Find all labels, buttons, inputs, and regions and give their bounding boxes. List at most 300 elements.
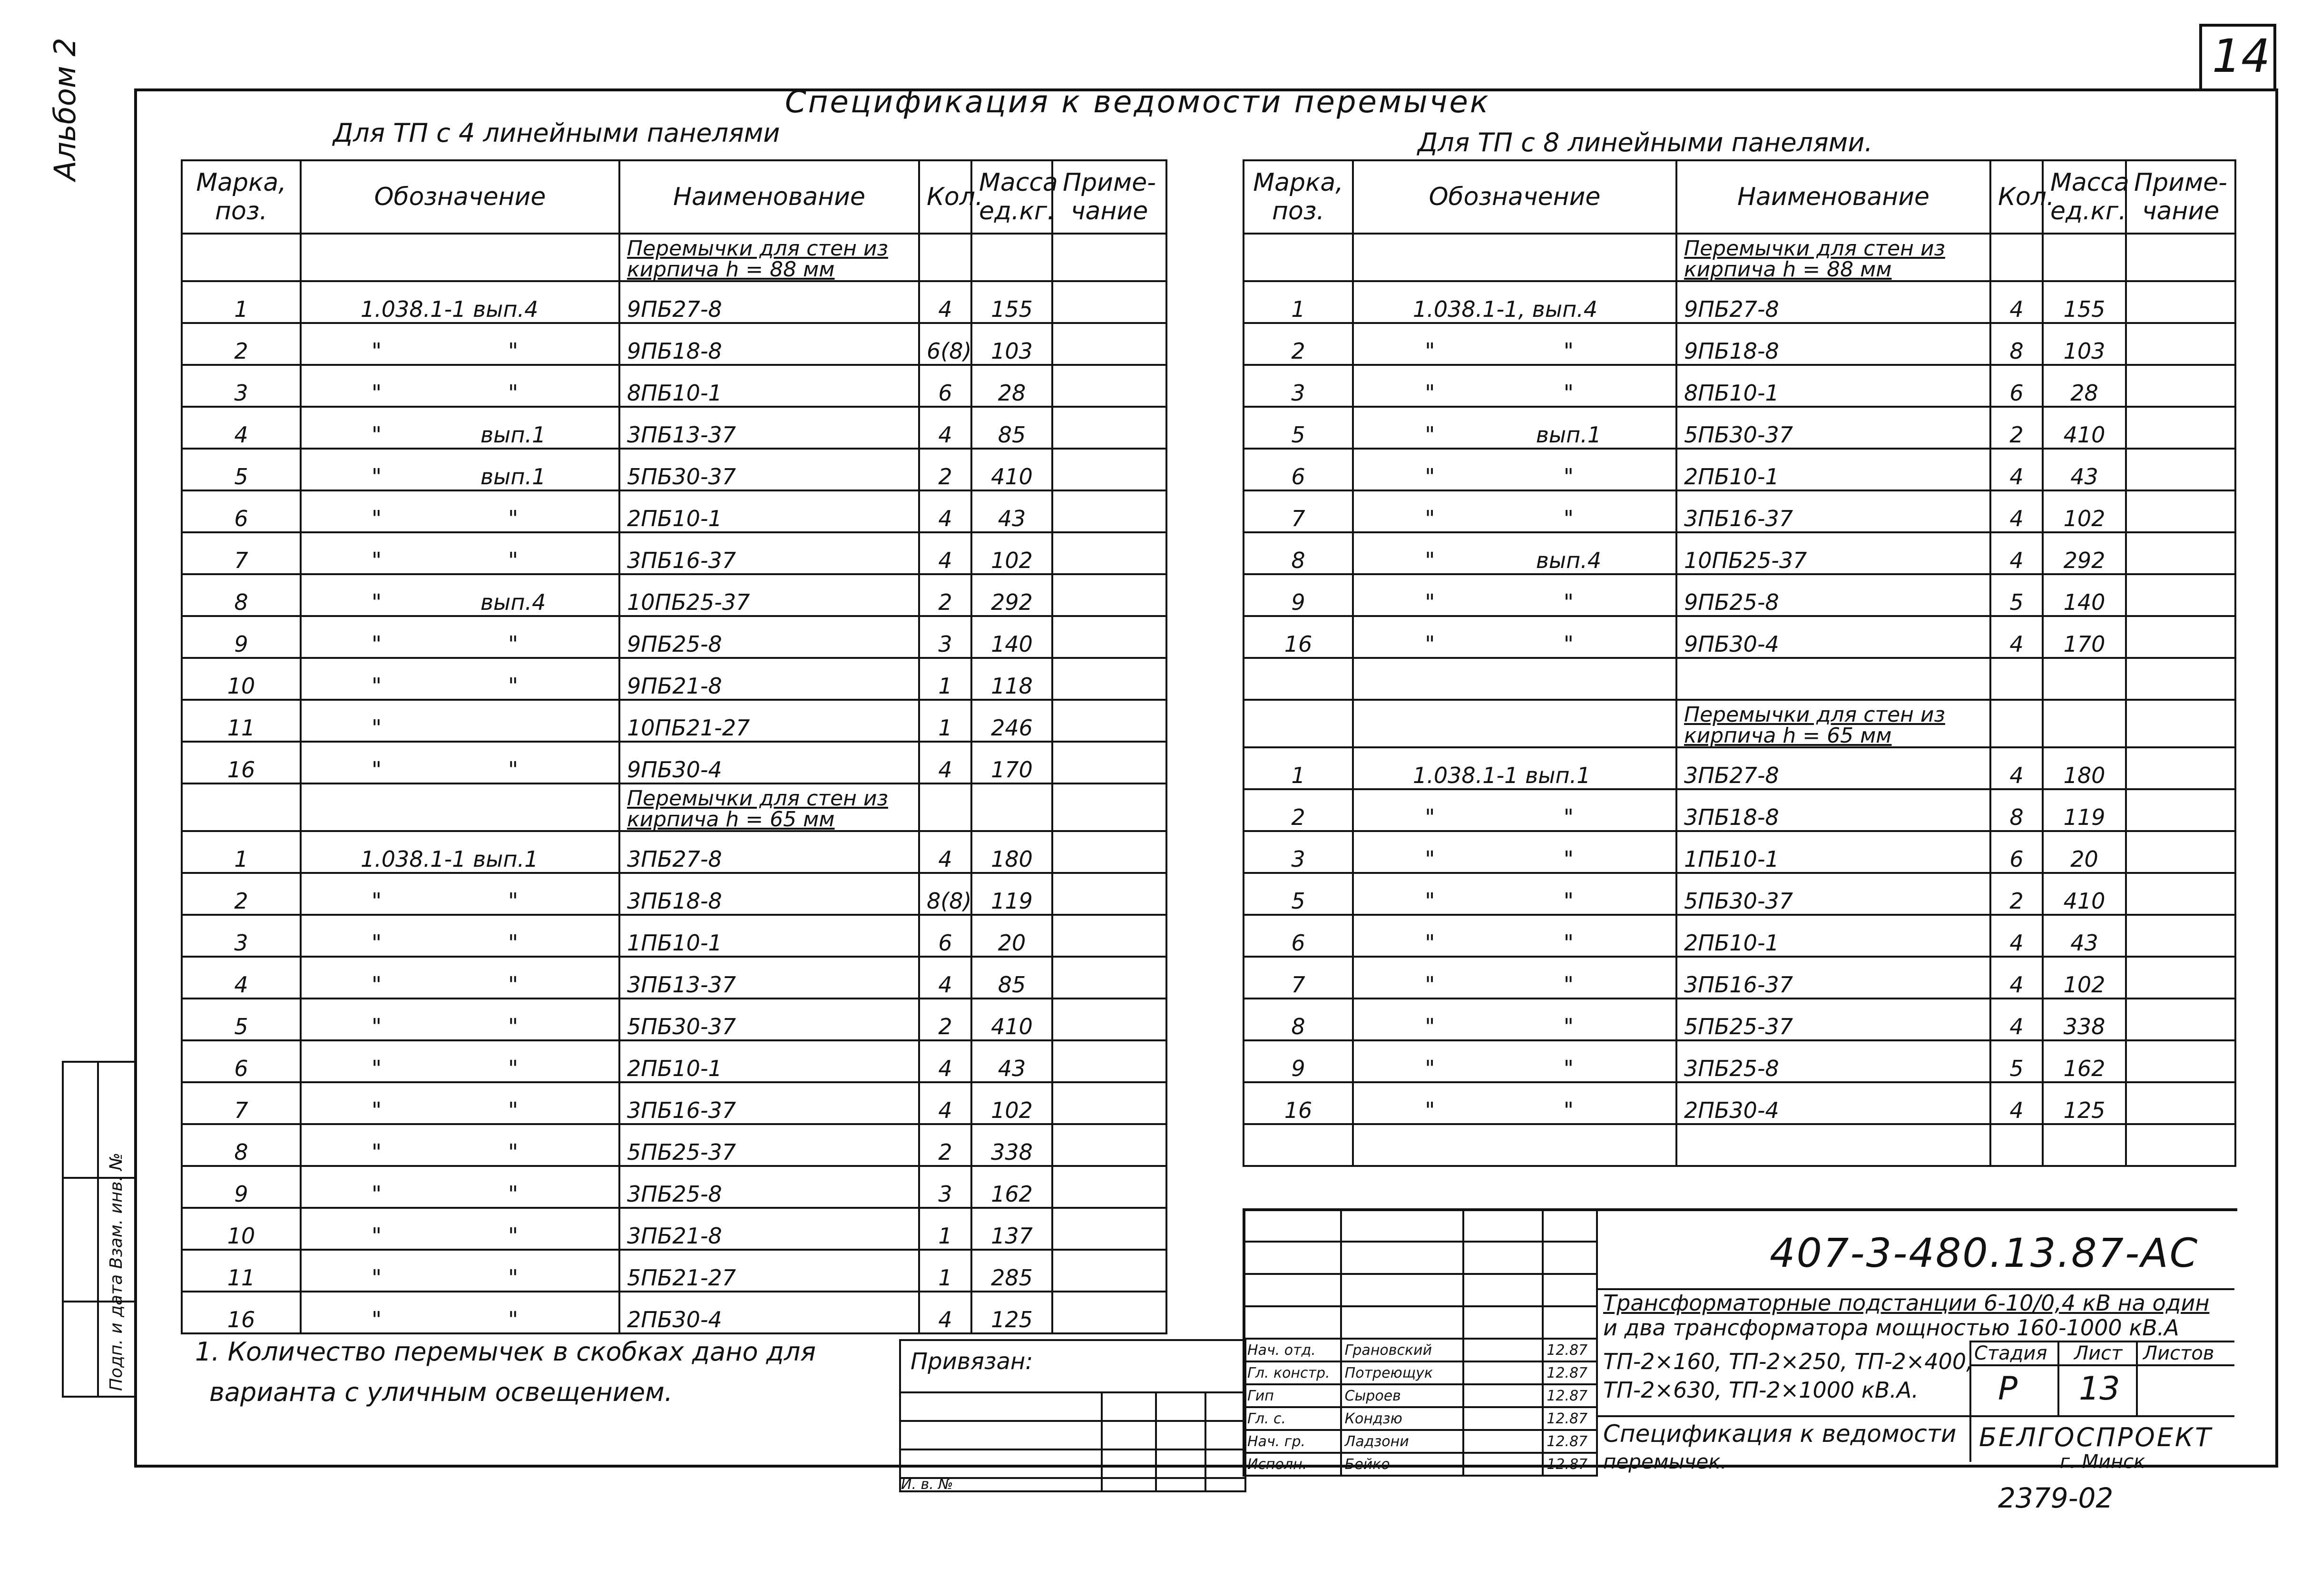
designation-issue: " [508,380,519,406]
ditto-mark: " [371,422,382,448]
cell-name: 2ПБ10-1 [1676,449,1990,490]
table-row [1244,1082,2235,1124]
ditto-mark: " [1425,804,1435,830]
cell-mass: 102 [971,1082,1052,1124]
cell-designation [301,1124,619,1166]
signer-name: Сыроев [1341,1384,1463,1407]
ditto-mark: " [371,380,382,406]
cell-note [2126,915,2235,957]
cell-qty: 6 [1990,365,2043,407]
designation-issue: " [1563,506,1574,531]
cell-name: 5ПБ30-37 [619,999,919,1040]
table-row [182,742,1166,783]
cell-designation [1353,1124,1676,1166]
cell-note [2126,323,2235,365]
cell-designation [301,1082,619,1124]
designation-issue: " [1563,631,1574,657]
cell-name: 1ПБ10-1 [619,915,919,957]
cell-mark: 1 [182,281,301,323]
cell-name: 2ПБ30-4 [1676,1082,1990,1124]
cell-qty: 1 [919,700,971,742]
ditto-mark: " [1425,380,1435,406]
cell-name: 10ПБ25-37 [619,574,919,616]
project-title-1: Трансформаторные подстанции 6-10/0,4 кВ на один [1603,1290,2210,1316]
cell-note [2126,1040,2235,1082]
cell-designation [1353,700,1676,747]
side-stamp-label: Подп. и дата Взам. инв. № [107,1152,126,1391]
cell-mark: 8 [1244,532,1353,574]
column-header: Марка, поз. [182,160,301,234]
ditto-mark: " [1425,338,1435,364]
designation-issue: " [508,1307,519,1332]
table-row [1244,532,2235,574]
cell-name: 3ПБ25-8 [619,1166,919,1208]
cell-mass: 170 [971,742,1052,783]
table-row [1244,1124,2235,1166]
signer-date: 12.87 [1543,1361,1597,1384]
cell-name: 9ПБ25-8 [1676,574,1990,616]
cell-designation [1353,831,1676,873]
cell-note [2126,789,2235,831]
cell-qty: 6 [919,365,971,407]
table-row [182,915,1166,957]
signer-role: Нач. гр. [1244,1430,1341,1453]
cell-designation [301,1040,619,1082]
cell-designation [301,1208,619,1250]
designation-issue: вып.1 [480,422,546,448]
cell-mass: 162 [2043,1040,2126,1082]
ditto-mark: " [371,1265,382,1291]
ditto-mark: " [371,1139,382,1165]
cell-mass: 43 [2043,449,2126,490]
cell-note [2126,449,2235,490]
ditto-mark: " [1425,1097,1435,1123]
cell-name: 9ПБ21-8 [619,658,919,700]
cell-mass: 28 [2043,365,2126,407]
cell-mark: 5 [182,999,301,1040]
designation-issue: " [1563,338,1574,364]
ditto-mark: " [1425,972,1435,998]
signer-role: Исполн. [1244,1453,1341,1476]
cell-mass [2043,1124,2126,1166]
cell-mass: 125 [2043,1082,2126,1124]
ditto-mark: " [1425,631,1435,657]
cell-name: 2ПБ30-4 [619,1292,919,1333]
cell-qty: 4 [919,1082,971,1124]
cell-note [2126,873,2235,915]
designation-issue: " [1563,1014,1574,1039]
cell-mass [2043,658,2126,700]
cell-qty: 4 [1990,532,2043,574]
cell-mark: 7 [182,1082,301,1124]
table-row [1244,1040,2235,1082]
cell-designation [301,1166,619,1208]
cell-name: 5ПБ25-37 [1676,999,1990,1040]
cell-qty [1990,234,2043,281]
designation-issue: " [1563,589,1574,615]
signer-date: 12.87 [1543,1407,1597,1430]
section-heading: Перемычки для стен из кирпича h = 65 мм [627,786,888,832]
ditto-mark: " [371,506,382,531]
cell-designation [1353,1040,1676,1082]
cell-mass [971,234,1052,281]
signer-row [1244,1453,1597,1476]
cell-mark: 3 [182,915,301,957]
cell-mark [1244,658,1353,700]
table-row [1244,957,2235,999]
cell-designation [1353,281,1676,323]
cell-qty: 2 [919,999,971,1040]
cell-mark: 3 [1244,365,1353,407]
table-row [182,1292,1166,1333]
cell-mark: 8 [1244,999,1353,1040]
cell-name: 2ПБ10-1 [619,1040,919,1082]
cell-qty: 2 [1990,407,2043,449]
column-header: Обозначение [301,160,619,234]
cell-name [1676,658,1990,700]
cell-note [2126,234,2235,281]
cell-name: 3ПБ16-37 [619,532,919,574]
footnote-line-2: варианта с уличным освещением. [209,1377,673,1407]
cell-mark: 16 [182,1292,301,1333]
cell-name: 8ПБ10-1 [619,365,919,407]
table-row [182,616,1166,658]
cell-mass: 85 [971,957,1052,999]
cell-note [1052,1250,1166,1292]
cell-name: 5ПБ30-37 [619,449,919,490]
designation-issue: " [1563,1056,1574,1081]
cell-qty [919,783,971,831]
cell-note [2126,574,2235,616]
inv-label: И. в. № [901,1476,953,1493]
table-row [1244,700,2235,747]
cell-name: 9ПБ18-8 [619,323,919,365]
cell-name: 5ПБ21-27 [619,1250,919,1292]
cell-mass: 410 [2043,407,2126,449]
table-row [182,365,1166,407]
section-heading-cell [1676,700,1990,747]
ditto-mark: " [1425,846,1435,872]
ditto-mark: " [1425,506,1435,531]
cell-note [2126,1124,2235,1166]
cell-designation [301,234,619,281]
project-title-2: и два трансформатора мощностью 160-1000 кВ.А [1603,1315,2179,1341]
signer-name: Бейко [1341,1453,1463,1476]
table-row [182,1082,1166,1124]
ditto-mark: " [1425,464,1435,490]
cell-designation [1353,1082,1676,1124]
ditto-mark: " [1425,930,1435,956]
cell-name: 9ПБ27-8 [619,281,919,323]
cell-note [1052,915,1166,957]
cell-mass: 285 [971,1250,1052,1292]
designation-text: 1.038.1-1 вып.4 [361,296,539,322]
cell-mark: 3 [1244,831,1353,873]
cell-note [1052,742,1166,783]
designation-issue: вып.1 [480,464,546,490]
cell-qty: 4 [919,831,971,873]
cell-name: 3ПБ16-37 [619,1082,919,1124]
cell-note [2126,747,2235,789]
table-row [182,323,1166,365]
cell-name: 3ПБ25-8 [1676,1040,1990,1082]
cell-note [2126,700,2235,747]
cell-mass: 102 [2043,490,2126,532]
cell-mass [2043,700,2126,747]
cell-designation [301,574,619,616]
cell-note [1052,1166,1166,1208]
sheets-label: Листов [2143,1342,2214,1364]
cell-mark: 6 [182,490,301,532]
cell-mass: 28 [971,365,1052,407]
cell-qty: 5 [1990,1040,2043,1082]
cell-note [1052,658,1166,700]
cell-note [1052,616,1166,658]
cell-mark: 9 [1244,574,1353,616]
column-header: Приме- чание [2126,160,2235,234]
cell-qty: 2 [919,449,971,490]
cell-designation [1353,532,1676,574]
project-variants-1: ТП-2×160, ТП-2×250, ТП-2×400, [1603,1349,1973,1374]
cell-note [1052,365,1166,407]
cell-mark: 16 [1244,616,1353,658]
table-row [1244,616,2235,658]
cell-name: 3ПБ21-8 [619,1208,919,1250]
cell-mark: 6 [182,1040,301,1082]
cell-mark: 10 [182,1208,301,1250]
table-row [182,700,1166,742]
table-row [1244,234,2235,281]
cell-mass: 410 [2043,873,2126,915]
cell-mass: 246 [971,700,1052,742]
cell-mark [1244,700,1353,747]
right-spec-table [1243,159,2236,1167]
cell-mass: 338 [971,1124,1052,1166]
designation-issue: " [508,1181,519,1207]
signer-name: Кондзю [1341,1407,1463,1430]
designation-issue: " [1563,380,1574,406]
cell-name: 2ПБ10-1 [1676,915,1990,957]
cell-note [1052,831,1166,873]
cell-mark: 9 [1244,1040,1353,1082]
ditto-mark: " [371,673,382,699]
cell-mark: 2 [182,323,301,365]
ditto-mark: " [371,715,382,741]
table-row [182,999,1166,1040]
column-header: Марка, поз. [1244,160,1353,234]
cell-designation [1353,407,1676,449]
cell-designation [301,658,619,700]
table-row [1244,281,2235,323]
cell-qty: 4 [1990,999,2043,1040]
cell-name: 3ПБ16-37 [1676,490,1990,532]
cell-mark: 7 [182,532,301,574]
designation-issue: " [508,548,519,573]
cell-mass: 43 [971,490,1052,532]
cell-mass: 180 [971,831,1052,873]
cell-designation [301,365,619,407]
table-row [1244,449,2235,490]
cell-designation [1353,365,1676,407]
section-heading: Перемычки для стен из кирпича h = 88 мм [1684,236,1945,282]
column-header: Обозначение [1353,160,1676,234]
right-table-body [1244,234,2235,1166]
cell-designation [301,999,619,1040]
signer-row [1244,1361,1597,1384]
table-row [182,1208,1166,1250]
cell-mark: 3 [182,365,301,407]
cell-mass: 103 [2043,323,2126,365]
cell-qty: 4 [1990,449,2043,490]
cell-designation [1353,574,1676,616]
cell-note [2126,658,2235,700]
cell-qty: 2 [919,1124,971,1166]
signer-role: Гип [1244,1384,1341,1407]
column-header: Кол. [1990,160,2043,234]
cell-name: 3ПБ13-37 [619,957,919,999]
cell-mark: 9 [182,1166,301,1208]
cell-designation [301,1292,619,1333]
designation-issue: " [1563,1097,1574,1123]
cell-mass: 140 [971,616,1052,658]
signer-date: 12.87 [1543,1430,1597,1453]
cell-name: 1ПБ10-1 [1676,831,1990,873]
cell-designation [1353,490,1676,532]
main-title: Спецификация к ведомости перемычек [785,85,1490,120]
cell-name: 9ПБ25-8 [619,616,919,658]
table-row [182,1124,1166,1166]
designation-issue: " [1563,972,1574,998]
cell-mark: 10 [182,658,301,700]
left-table-caption: Для ТП с 4 линейными панелями [333,118,780,148]
sheet-title-2: перемычек. [1603,1450,1727,1473]
cell-qty [1990,658,2043,700]
section-heading-cell [619,783,919,831]
cell-note [2126,532,2235,574]
cell-mark: 16 [182,742,301,783]
cell-qty: 6(8) [919,323,971,365]
cell-designation [301,449,619,490]
cell-designation [1353,658,1676,700]
table-row [182,783,1166,831]
designation-issue: " [508,972,519,998]
signer-table [1243,1208,1598,1477]
table-row [182,574,1166,616]
cell-note [1052,449,1166,490]
cell-mass: 20 [971,915,1052,957]
cell-name [1676,1124,1990,1166]
cell-mark [1244,234,1353,281]
cell-name: 3ПБ13-37 [619,407,919,449]
cell-qty: 1 [919,1208,971,1250]
designation-text: 1.038.1-1 вып.1 [1413,763,1591,788]
signer-signature [1463,1453,1543,1476]
cell-qty: 4 [1990,915,2043,957]
ditto-mark: " [371,1307,382,1332]
cell-mark: 5 [1244,407,1353,449]
cell-mark: 5 [182,449,301,490]
cell-mark: 11 [182,700,301,742]
ditto-mark: " [371,589,382,615]
designation-issue: " [508,1097,519,1123]
cell-note [2126,1082,2235,1124]
cell-designation [1353,873,1676,915]
ditto-mark: " [1425,548,1435,573]
signer-date: 12.87 [1543,1453,1597,1476]
cell-qty: 5 [1990,574,2043,616]
cell-name: 8ПБ10-1 [1676,365,1990,407]
signer-row [1244,1407,1597,1430]
cell-note [1052,407,1166,449]
cell-mark: 2 [182,873,301,915]
designation-issue: вып.4 [1536,548,1602,573]
cell-note [1052,234,1166,281]
cell-note [2126,999,2235,1040]
designation-issue: " [1563,930,1574,956]
signer-name: Потреющук [1341,1361,1463,1384]
cell-qty: 4 [1990,957,2043,999]
cell-designation [1353,616,1676,658]
cell-qty [1990,1124,2043,1166]
cell-designation [301,323,619,365]
ditto-mark: " [371,972,382,998]
cell-qty [919,234,971,281]
cell-name: 3ПБ27-8 [1676,747,1990,789]
designation-text: 1.038.1-1 вып.1 [361,846,539,872]
cell-note [1052,532,1166,574]
cell-mark: 16 [1244,1082,1353,1124]
cell-mass: 125 [971,1292,1052,1333]
cell-mass: 180 [2043,747,2126,789]
signer-signature [1463,1384,1543,1407]
cell-mass: 338 [2043,999,2126,1040]
table-row [1244,999,2235,1040]
table-row [1244,831,2235,873]
table-row [182,281,1166,323]
column-header: Наименование [619,160,919,234]
cell-qty: 8 [1990,323,2043,365]
cell-designation [1353,234,1676,281]
cell-mass: 119 [971,873,1052,915]
ditto-mark: " [1425,888,1435,914]
archive-number: 2379-02 [1998,1482,2114,1514]
table-row [1244,407,2235,449]
cell-name: 10ПБ25-37 [1676,532,1990,574]
designation-issue: " [1563,464,1574,490]
cell-qty: 6 [919,915,971,957]
cell-mark [182,783,301,831]
cell-qty: 1 [919,658,971,700]
cell-designation [1353,323,1676,365]
cell-mark [1244,1124,1353,1166]
table-row [182,234,1166,281]
ditto-mark: " [371,631,382,657]
designation-issue: " [508,1014,519,1039]
cell-mass: 140 [2043,574,2126,616]
table-row [1244,789,2235,831]
table-row [1244,873,2235,915]
table-row [1244,658,2235,700]
cell-mark: 6 [1244,915,1353,957]
cell-qty: 2 [919,574,971,616]
table-row [182,1250,1166,1292]
album-label: Альбом 2 [48,38,82,181]
table-row [1244,574,2235,616]
bound-table [899,1339,1246,1492]
ditto-mark: " [371,888,382,914]
signer-name: Грановский [1341,1339,1463,1361]
cell-mass: 292 [971,574,1052,616]
